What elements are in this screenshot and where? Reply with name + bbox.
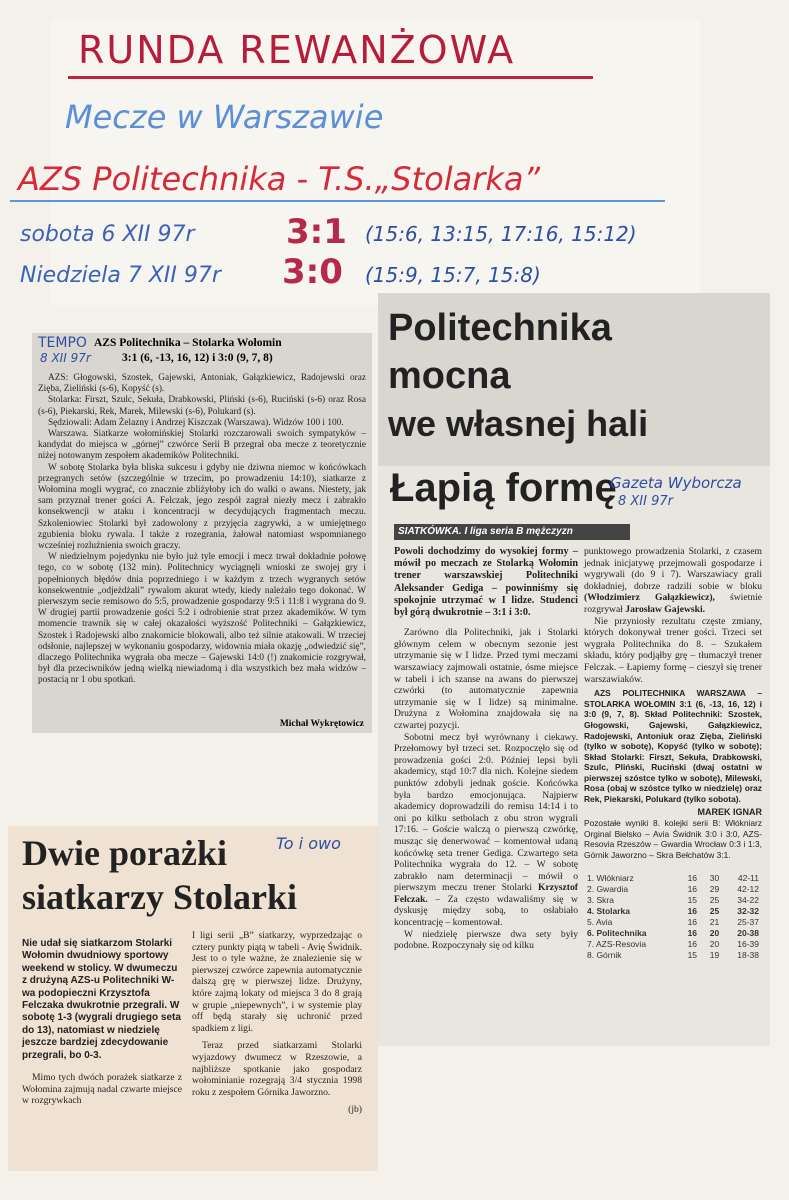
table-row	[584, 884, 762, 895]
table-cell: 6. Politechnika	[587, 927, 647, 938]
table-row	[584, 928, 762, 939]
table-cell: 4. Stolarka	[587, 905, 630, 916]
gazeta-lead: Powoli dochodzimy do wysokiej formy – mówił po meczach ze Stolarką Wołomin trener warszawskiej Politechniki Aleksander Gediga – powinniśmy się spokojnie utrzymać w I lidze. Studenci był górą dwukrotnie – 3:1 i 3:0.	[394, 546, 578, 619]
standings-table	[584, 873, 762, 961]
table-row	[584, 917, 762, 928]
tempo-lineup-azs: AZS: Głogowski, Szostek, Gajewski, Antoniak, Gałązkiewicz, Radojewski oraz Zięba, Zieliński (s-6), Kopyść (s).	[38, 373, 366, 395]
title-underline	[68, 76, 593, 79]
gazeta-paragraph: Nie przyniosły rezultatu częste zmiany, których dokonywał trener gości. Trzeci set wygrała Politechnika do 8. – Szukałem składu, który podjąłby grę – tłumaczył trener Felczak. – Łapiemy formę – cieszył się trener warszawiaków.	[584, 615, 762, 685]
gazeta-author: MAREK IGNAR	[697, 806, 762, 817]
table-cell: 32-32	[737, 905, 759, 916]
tempo-paragraph: W niedzielnym pojedynku nie było już tyle emocji i mecz trwał dokładnie połowę tego, co w sobotę (132 min). Politechnicy wyciągnęli wnioski ze swojej gry i popełnionych błędów dnia poprzedniego i w każdym z trzech wygranych setów konsekwentnie „odjeżdżali” rywalom akurat wtedy, kiedy należało tego dokonać. W pierwszym secie remisowo do 5:5, prowadzenie gospodarzy 9:5 i 11:8 i wygrana do 9. W drugiej partii prowadzenie gości 5:2 i odrobienie strat przez akademików. W tym momencie trawnik się w całej okazałości wyższość Politechniki – Gałązkiewicz, Szostek i Radojewski albo znakomicie blokowali, albo też silnie atakowali. W trzeciej odsłonie, najlepszej w wykonaniu gospodarzy, widownia miała okazję „odwiedzić się”, dlaczego Politechnika wygrała oba mecze – Gajewski 14:0 (!) znakomicie rozgrywał, był dla przeciwników jedną wielką niewiadomą i dla wszystkich bez mała widzów – postacią nr 1 obu spotkań.	[38, 552, 366, 686]
match2-day: Niedziela 7 XII 97r	[20, 263, 221, 288]
tempo-clipping	[32, 333, 372, 733]
table-cell: 25-37	[737, 916, 759, 927]
table-cell: 16	[687, 883, 698, 894]
gazeta-headline-l1: Politechnika	[388, 307, 612, 349]
gazeta-name: Krzysztof Felczak.	[394, 882, 578, 905]
header-subtitle: Mecze w Warszawie	[65, 98, 384, 136]
gazeta-article-clipping	[378, 466, 770, 1046]
gazeta-other-results: Pozostałe wyniki 8. kolejki serii B: Włókniarz Orginal Bielsko – Avia Świdnik 3:0 i 3:0, AZS-Resovia Rzeszów – Gwardia Wrocław 0:3 i 1:3, Górnik Jaworzno – Skra Bełchatów 3:1.	[584, 818, 762, 861]
tempo-lineup-stolarka: Stolarka: Firszt, Szulc, Sekuła, Drabkowski, Pliński (s-6), Ruciński (s-6) oraz Rosa (s-6), Piekarski, Rek, Marek, Milewski (s-6), Polukard (s).	[38, 395, 366, 417]
table-row	[584, 906, 762, 917]
gazeta-headline-clipping	[378, 293, 770, 468]
tempo-paragraph: W sobotę Stolarka była bliska sukcesu i gdyby nie dziwna niemoc w końcówkach przegranych setów (szczególnie w trzecim, po prowadzeniu 14:10), siatkarze z Wołomina mogli wygrać, co znacznie zbliżyłoby ich do walki o awans. Niestety, jak sam przyznał trener gości A. Felczak, jego zespół zagrał niezły mecz i zabrakło konsekwencji w ataku i koncentracji w decydujących fragmentach meczu. Szkoleniowiec Stolarki był zadowolony z przyjęcia zagrywki, a w umiejętnego zgubienia bloku rywala. I także z rozegrania, żałował natomiast wspomnianego wcześniej rozluźnienia swoich graczy.	[38, 462, 366, 552]
table-row	[584, 939, 762, 950]
table-cell: 20	[709, 938, 720, 949]
table-cell: 5. Avia	[587, 916, 613, 927]
gazeta-section-bar: SIATKÓWKA. I liga seria B mężczyzn	[394, 524, 630, 540]
match1-day: sobota 6 XII 97r	[20, 222, 195, 247]
gazeta-result-box: AZS POLITECHNIKA WARSZAWA – STOLARKA WOŁOMIN 3:1 (6, -13, 16, 12) i 3:0 (9, 7, 8). Skład Politechniki: Szostek, Głogowski, Gajewski, Gałązkiewicz, Radojewski, Antoniuk oraz Zięba, Zieliński (tylko w sobotę), Kopyść (tylko w sobotę); Skład Stolarki: Firszt, Sekuła, Drabkowski, Szulc, Pliński, Ruciński (dwaj ostatni w pierwszej szóstce tylko w sobotę), Milewski, Rosa (obaj w szóstce tylko w niedzielę) oraz Rek, Piekarski, Polukard (tylko sobota).	[584, 688, 762, 805]
match2-score: 3:0	[282, 252, 343, 292]
tolowo-headline-l2: siatkarzy Stolarki	[22, 877, 297, 917]
tempo-referees: Sędziowali: Adam Żelazny i Andrzej Kiszczak (Warszawa). Widzów 100 i 100.	[48, 417, 344, 428]
table-cell: 2. Gwardia	[587, 883, 629, 894]
tempo-source: TEMPO	[38, 335, 87, 351]
gazeta-paragraph: – Za często wdawaliśmy się w dyskusję między sobą, to osłabiało koncentrację – komentował.	[394, 893, 578, 929]
table-cell: 42-11	[737, 872, 759, 883]
gazeta-headline2: Łapią formę	[390, 466, 617, 510]
tempo-paragraph: Warszawa. Siatkarze wołomińskiej Stolarki rozczarowali swoich sympatyków – kandydat do miejsca w „górnej” czwórce Serii B przegrał oba mecze z teoretycznie niżej notowanym zespołem akademików Politechniki.	[38, 429, 366, 462]
gazeta-name: (Włodzimierz Gałązkiewicz),	[584, 592, 715, 604]
table-row	[584, 873, 762, 884]
table-cell: 20-38	[737, 927, 759, 938]
table-cell: 15	[687, 894, 698, 905]
tolowo-paragraph: I ligi serii „B” siatkarzy, wyprzedzając o cztery punkty piątą w tabeli - Avię Świdnik. Jest to o tyle ważne, że znalezienie się w pierwszej czwórce zapewnia automatycznie dalszą grę w pierwszej lidze. Drużyny, które zajmą lokaty od miejsca 3 do 8 grają w grupie „niepewnych”, i w systemie play off będą starały się uchronić przed spadkiem z ligi.	[192, 930, 362, 1034]
gazeta-paragraph: Sobotni mecz był wyrównany i ciekawy. Przełomowy był trzeci set. Rozpoczęło się od prowadzenia gości 2:0. Później lepsi byli akademicy, stąd 10:7 dla nich. Kolejne siedem punktów zdobyli jednak goście. Końcówka była bardzo emocjonująca. Najpierw akademicy doprowadzili do remisu 14:14 i to oni po kilku setbolach z obu stron wygrali 17:16. – Goście walczą o pierwszą czwórkę, musząc się denerwować – komentował udaną końcówkę seta trener Gediga. Czwartego seta Politechnika wygrała do 12. – W sobotę zabrakło nam determinacji – mówił o pierwszym meczu trener Stolarki	[394, 731, 578, 894]
table-cell: 29	[709, 883, 720, 894]
gazeta-paragraph: W niedzielę pierwsze dwa sety były podobne. Rozpoczynały się od kilku	[394, 928, 578, 952]
table-cell: 7. AZS-Resovia	[587, 938, 647, 949]
table-cell: 30	[709, 872, 720, 883]
table-cell: 16	[687, 938, 698, 949]
table-cell: 25	[709, 905, 720, 916]
tolowo-paragraph: Teraz przed siatkarzami Stolarki wyjazdowy dwumecz w Rzeszowie, a najbliższe spotkanie jako gospodarz wołominianie rozegrają 3/4 stycznia 1998 roku z zespołem Górnika Jaworzno.	[192, 1040, 362, 1098]
gazeta-headline-l2: mocna	[388, 355, 511, 397]
table-row	[584, 895, 762, 906]
gazeta-source-note: Gazeta Wyborcza	[610, 474, 742, 492]
table-cell: 16	[687, 905, 698, 916]
gazeta-paragraph: punktowego prowadzenia Stolarki, z czasem jednak inicjatywę przejmowali gospodarze i wygrywali (do 9 i 7). Warszawiacy grali dokładniej, dobrze radzili sobie w bloku	[584, 546, 762, 592]
tolowo-paragraph: Mimo tych dwóch porażek siatkarze z Wołomina zajmują nadal czwarte miejsce w rozgrywkach	[22, 1072, 182, 1107]
match2-sets: (15:9, 15:7, 15:8)	[365, 263, 541, 287]
tolowo-headline-l1: Dwie porażki	[22, 833, 227, 873]
match1-score: 3:1	[286, 212, 347, 252]
tempo-headline: AZS Politechnika – Stolarka Wołomin	[94, 337, 282, 349]
table-cell: 16	[687, 916, 698, 927]
teams-underline	[10, 200, 665, 202]
tolowo-author: (jb)	[348, 1104, 362, 1116]
tolowo-note: To i owo	[276, 834, 341, 853]
table-cell: 34-22	[737, 894, 759, 905]
table-cell: 19	[709, 949, 720, 960]
table-cell: 18-38	[737, 949, 759, 960]
gazeta-paragraph: Zarówno dla Politechniki, jak i Stolarki głównym celem w obecnym sezonie jest utrzymanie się w I lidze. Przed tymi meczami warszawiacy zajmowali ostatnie, ósme miejsce w tabeli i ich szanse na awans do pierwszej czwórki (to automatycznie zapewnia utrzymanie się w I lidze) są minimalne. Drużyna z Wołomina znajdowała się na czwartej pozycji.	[394, 627, 578, 731]
table-cell: 8. Górnik	[587, 949, 622, 960]
header-teams: AZS Politechnika - T.S.„Stolarka”	[18, 160, 541, 198]
gazeta-date-note: 8 XII 97r	[618, 494, 673, 509]
gazeta-paragraph: świetnie rozgrywał	[584, 592, 762, 615]
table-cell: 15	[687, 949, 698, 960]
header-title: RUNDA REWANŻOWA	[78, 28, 516, 72]
table-cell: 16	[687, 927, 698, 938]
table-cell: 20	[709, 927, 720, 938]
tempo-result: 3:1 (6, -13, 16, 12) i 3:0 (9, 7, 8)	[122, 352, 273, 364]
table-cell: 21	[709, 916, 720, 927]
tempo-date: 8 XII 97r	[40, 351, 91, 365]
table-row	[584, 950, 762, 961]
table-cell: 42-12	[737, 883, 759, 894]
table-cell: 16	[687, 872, 698, 883]
tempo-author: Michał Wykrętowicz	[276, 719, 364, 729]
table-cell: 1. Włókniarz	[587, 872, 634, 883]
table-cell: 3. Skra	[587, 894, 614, 905]
gazeta-headline-l3: we własnej hali	[388, 403, 649, 444]
match1-sets: (15:6, 13:15, 17:16, 15:12)	[365, 222, 637, 246]
tolowo-clipping	[8, 826, 378, 1171]
table-cell: 25	[709, 894, 720, 905]
tolowo-lead: Nie udał się siatkarzom Stolarki Wołomin dwudniowy sportowy weekend w stolicy. W dwumeczu z drużyną AZS-u Politechniki W-wa podopieczni Krzysztofa Felczaka dwukrotnie przegrali. W sobotę 1-3 (wygrali drugiego seta do 13), natomiast w niedzielę jeszcze bardziej zdecydowanie przegrali, bo 0-3.	[22, 938, 181, 1061]
table-cell: 16-39	[737, 938, 759, 949]
gazeta-name: Jarosław Gajewski.	[625, 603, 706, 615]
